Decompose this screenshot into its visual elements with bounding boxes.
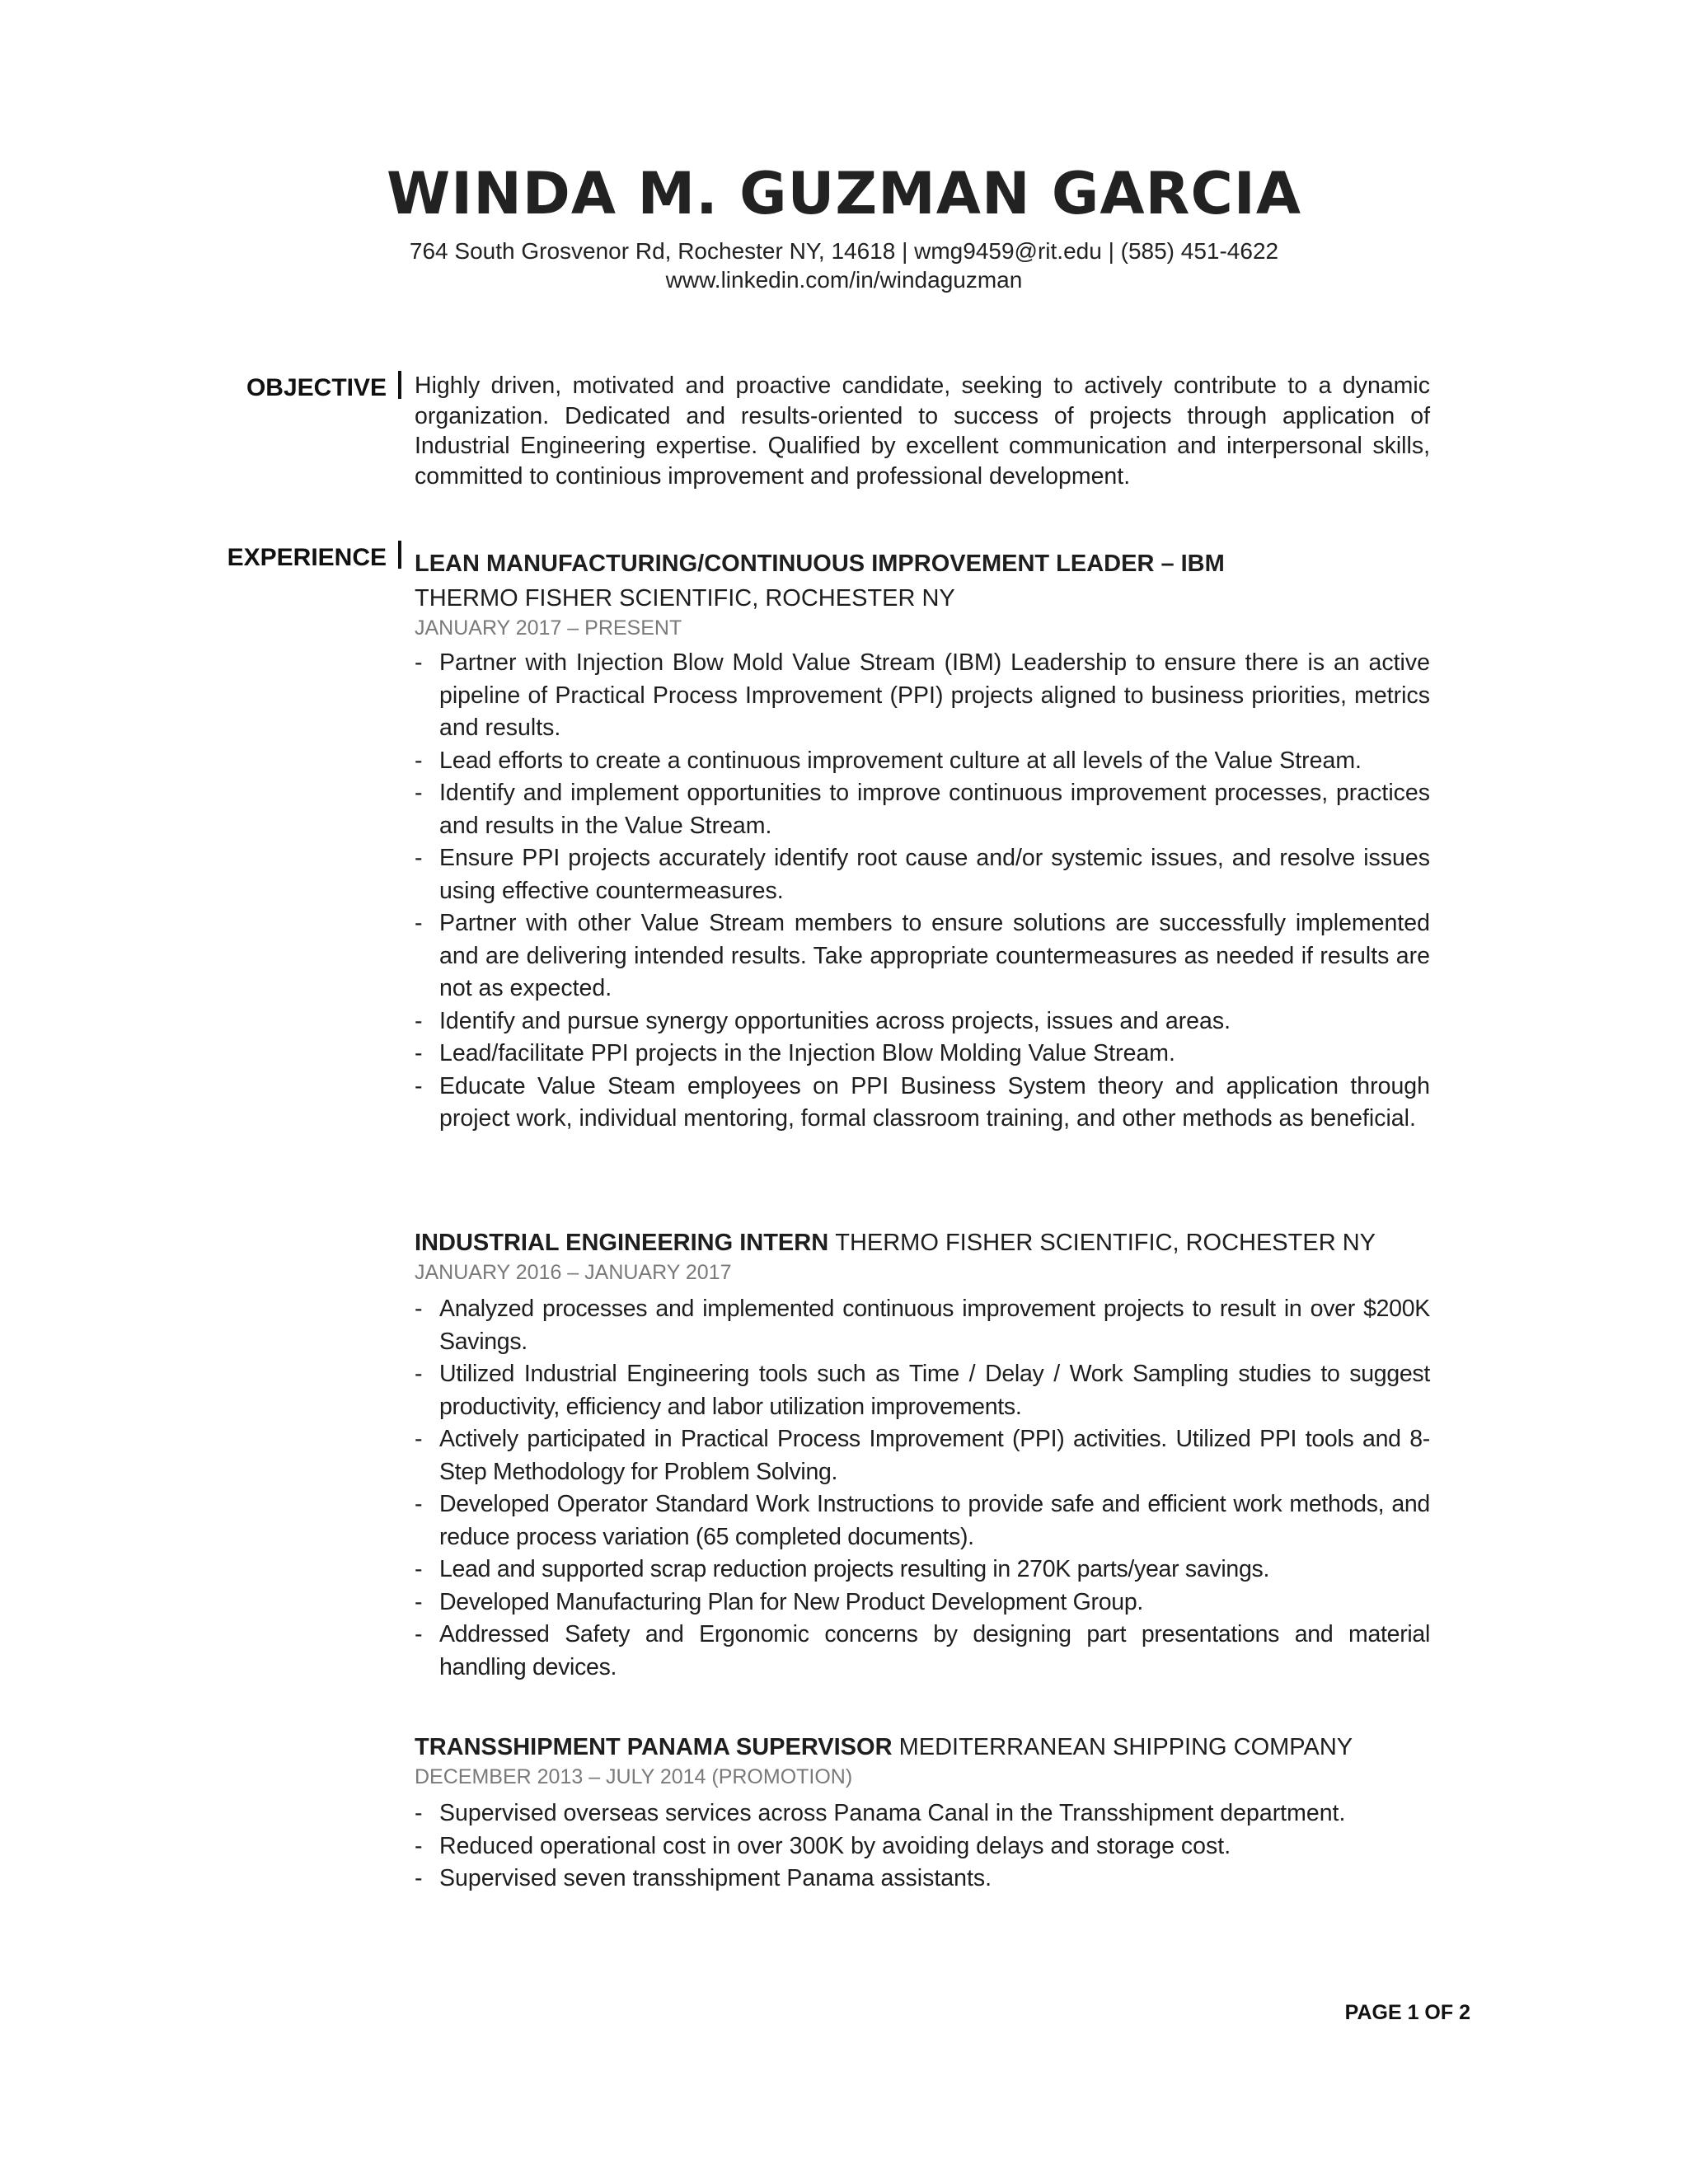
job-bullet: - Addressed Safety and Ergonomic concerns by designing part presentations and material handling devices. [415, 1619, 1430, 1684]
page-number: PAGE 1 OF 2 [1344, 2001, 1470, 2024]
job-bullet: - Lead efforts to create a continuous improvement culture at all levels of the Value Stream. [415, 745, 1430, 778]
candidate-name: WINDA M. GUZMAN GARCIA [386, 160, 1302, 227]
objective-section [415, 371, 1430, 491]
section-divider [398, 371, 401, 399]
job-bullets [415, 647, 1430, 1136]
experience-heading [148, 541, 401, 574]
job-bullets [415, 1797, 1430, 1896]
job-bullet: - Educate Value Steam employees on PPI Business System theory and application through project work, individual mentoring, formal classroom training, and other methods as beneficial. [415, 1071, 1430, 1136]
job-bullet: - Developed Manufacturing Plan for New Product Development Group. [415, 1586, 1430, 1619]
objective-heading [148, 371, 401, 404]
job-company: THERMO FISHER SCIENTIFIC, ROCHESTER NY [415, 585, 955, 612]
job-title: LEAN MANUFACTURING/CONTINUOUS IMPROVEMENT LEADER – IBM [415, 551, 1225, 577]
job-bullet: - Partner with Injection Blow Mold Value Stream (IBM) Leadership to ensure there is an active pipeline of Practical Process Improvement (PPI) projects aligned to business priorities, metrics and results. [415, 647, 1430, 745]
job-title: TRANSSHIPMENT PANAMA SUPERVISOR [415, 1734, 893, 1760]
job-heading-line [415, 1732, 1430, 1763]
job-heading-line [415, 1227, 1430, 1258]
job-bullet: - Lead and supported scrap reduction projects resulting in 270K parts/year savings. [415, 1554, 1430, 1586]
contact-line: 764 South Grosvenor Rd, Rochester NY, 14618 | wmg9459@rit.edu | (585) 451-4622 [409, 238, 1279, 264]
job-bullet: - Identify and pursue synergy opportunities across projects, issues and areas. [415, 1005, 1430, 1038]
job-dates: JANUARY 2016 – JANUARY 2017 [415, 1261, 732, 1284]
objective-label: OBJECTIVE [246, 374, 387, 401]
job-company: MEDITERRANEAN SHIPPING COMPANY [898, 1734, 1353, 1760]
job-bullet: - Supervised overseas services across Panama Canal in the Transshipment department. [415, 1797, 1430, 1830]
job-bullet: - Reduced operational cost in over 300K by avoiding delays and storage cost. [415, 1830, 1430, 1863]
job-bullet: - Actively participated in Practical Process Improvement (PPI) activities. Utilized PPI tools and 8-Step Methodology for Problem Solving. [415, 1423, 1430, 1488]
job-company: THERMO FISHER SCIENTIFIC, ROCHESTER NY [835, 1230, 1376, 1256]
experience-label: EXPERIENCE [227, 544, 387, 571]
job-title: INDUSTRIAL ENGINEERING INTERN [415, 1230, 829, 1256]
linkedin-url[interactable]: www.linkedin.com/in/windaguzman [665, 267, 1023, 293]
job-bullet: - Identify and implement opportunities to improve continuous improvement processes, practices and results in the Value Stream. [415, 777, 1430, 842]
section-divider [398, 541, 401, 569]
job-dates: DECEMBER 2013 – JULY 2014 (PROMOTION) [415, 1765, 853, 1788]
job-entry-3 [415, 1732, 1430, 1896]
objective-text: Highly driven, motivated and proactive candidate, seeking to actively contribute to a dynamic organization. Dedicated and results-oriented to success of projects through application of Industrial Engineering expertise. Qualified by excellent communication and interpersonal skills, committed to continious improvement and professional development. [415, 373, 1430, 490]
job-bullet: - Ensure PPI projects accurately identify root cause and/or systemic issues, and resolve issues using effective countermeasures. [415, 842, 1430, 907]
job-entry-1 [415, 548, 1430, 1136]
job-bullet: - Partner with other Value Stream members to ensure solutions are successfully implemented and are delivering intended results. Take appropriate countermeasures as needed if results are not as expected. [415, 907, 1430, 1005]
job-bullet: - Developed Operator Standard Work Instructions to provide safe and efficient work methods, and reduce process variation (65 completed documents). [415, 1488, 1430, 1554]
job-bullets [415, 1293, 1430, 1684]
job-bullet: - Utilized Industrial Engineering tools such as Time / Delay / Work Sampling studies to suggest productivity, efficiency and labor utilization improvements. [415, 1358, 1430, 1423]
job-dates: JANUARY 2017 – PRESENT [415, 616, 682, 640]
job-entry-2 [415, 1227, 1430, 1684]
job-bullet: - Analyzed processes and implemented continuous improvement projects to result in over $200K Savings. [415, 1293, 1430, 1358]
job-bullet: - Lead/facilitate PPI projects in the Injection Blow Molding Value Stream. [415, 1038, 1430, 1071]
job-bullet: - Supervised seven transshipment Panama assistants. [415, 1863, 1430, 1896]
